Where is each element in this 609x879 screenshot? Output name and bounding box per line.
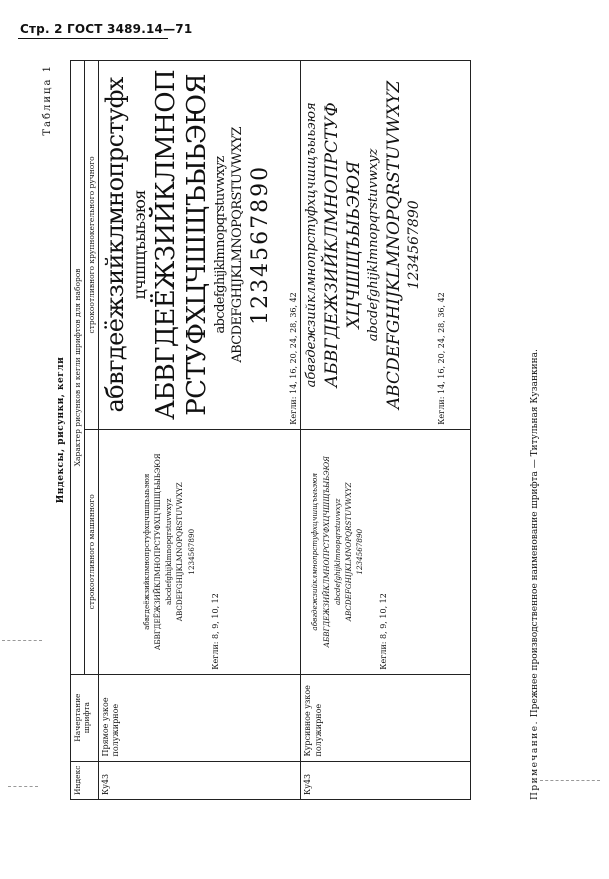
sample-digits: 1234567890	[405, 200, 422, 290]
table-number: Таблица 1	[42, 64, 53, 136]
sample-uppercase-lat: ABCDEFGHIJKLMNOPQRSTUVWXYZ	[229, 127, 245, 363]
header-name: Начертание шрифта	[71, 674, 99, 761]
table-row	[99, 61, 301, 800]
sample-uppercase-cyr: АБВГДЕЖЗИЙКЛМНОПРСТУФХЦЧШЩЪЫЬЭЮЯ	[321, 456, 331, 648]
sample-lowercase-cyr: абвгдежзийклмнопрстуфхцчшщъыьэюя	[310, 472, 320, 631]
header-index: Индекс	[71, 761, 99, 799]
manual-sample	[301, 61, 471, 430]
sample-digits: 1234567890	[247, 164, 273, 325]
table-note	[530, 60, 540, 800]
row-font-name: Прямое узкое полужирное	[99, 674, 301, 761]
sample-uppercase-cyr: АБВГДЕЖЗИЙКЛМНОПРСТУФ	[321, 102, 342, 388]
sample-lowercase-cyr: абвгдежзийклмнопрстуфхцчшщъыьэюя	[304, 102, 320, 388]
sample-lowercase-lat: abcdefghijklmnopqrstuvwxyz	[212, 156, 228, 334]
scan-artifact	[2, 640, 42, 641]
row-index: Ку43	[99, 761, 301, 799]
font-table	[70, 60, 471, 800]
header-row-1	[71, 61, 85, 800]
machine-sample	[301, 429, 471, 674]
note-text: Прежнее производственное наименование шрифта — Титульная Кузанкина.	[530, 349, 540, 718]
header-manual: строкоотливного крупнокегельного ручного	[85, 61, 99, 430]
header-group: Характер рисунков и кегли шрифтов для наборов	[71, 61, 85, 675]
scan-artifact	[8, 786, 38, 787]
row-index: Ку43	[301, 761, 471, 799]
rotated-table-block	[42, 60, 580, 800]
note-label: Примечание.	[530, 720, 540, 800]
sample-lowercase-cyr: абвгдеёжзийклмнопрстуфхцчшщъыьэюя	[142, 473, 151, 630]
scan-artifact	[540, 780, 600, 781]
sample-uppercase-cyr: АБВГДЕЁЖЗИЙКЛМНОП	[150, 69, 181, 420]
sample-uppercase-cyr: АБВГДЕЁЖЗИЙКЛМНОПРСТУФХЦЧШЩЪЫЬЭЮЯ	[153, 453, 163, 651]
header-machine: строкоотливного машинного	[85, 429, 99, 674]
sample-lowercase-lat: abcdefghijklmnopqrstuvwxyz	[366, 148, 382, 342]
page-header: Стр. 2 ГОСТ 3489.14—71	[20, 22, 193, 36]
manual-sample	[99, 61, 301, 430]
row-font-name: Курсивное узкое полужирное	[301, 674, 471, 761]
sample-digits: 1234567890	[354, 528, 364, 575]
sample-lowercase-cyr-2: цчшщъыьэюя	[129, 190, 149, 300]
sample-uppercase-lat: ABCDEFGHIJKLMNOPQRSTUVWXYZ	[343, 482, 353, 622]
sample-uppercase-cyr-2: РСТУФХЦЧШЩЪЫЬЭЮЯ	[181, 73, 212, 416]
sample-uppercase-cyr-2: ХЦЧШЩЪЫЬЭЮЯ	[343, 161, 364, 329]
header-rule	[18, 38, 168, 39]
sample-uppercase-lat: ABCDEFGHIJKLMNOPQRSTUVWXYZ	[383, 80, 404, 410]
sample-uppercase-lat: ABCDEFGHIJKLMNOPQRSTUVWXYZ	[175, 482, 185, 622]
sample-lowercase-cyr: абвгдеёжзийклмнопрстуфх	[101, 77, 129, 413]
table-title: Индексы, рисунки, кегли	[56, 356, 66, 504]
machine-sizes: Кегли: 8, 9, 10, 12	[379, 593, 389, 670]
sample-lowercase-lat: abcdefghijklmnopqrstuvwxyz	[164, 498, 174, 606]
manual-sizes: Кегли: 14, 16, 20, 24, 28, 36, 42	[436, 292, 446, 425]
sample-digits: 1234567890	[186, 528, 196, 575]
machine-sample	[99, 429, 301, 674]
machine-sizes: Кегли: 8, 9, 10, 12	[210, 593, 220, 670]
sample-lowercase-lat: abcdefghijklmnopqrstuvwxyz	[332, 498, 342, 606]
table-row	[301, 61, 471, 800]
manual-sizes: Кегли: 14, 16, 20, 24, 28, 36, 42	[289, 292, 299, 425]
